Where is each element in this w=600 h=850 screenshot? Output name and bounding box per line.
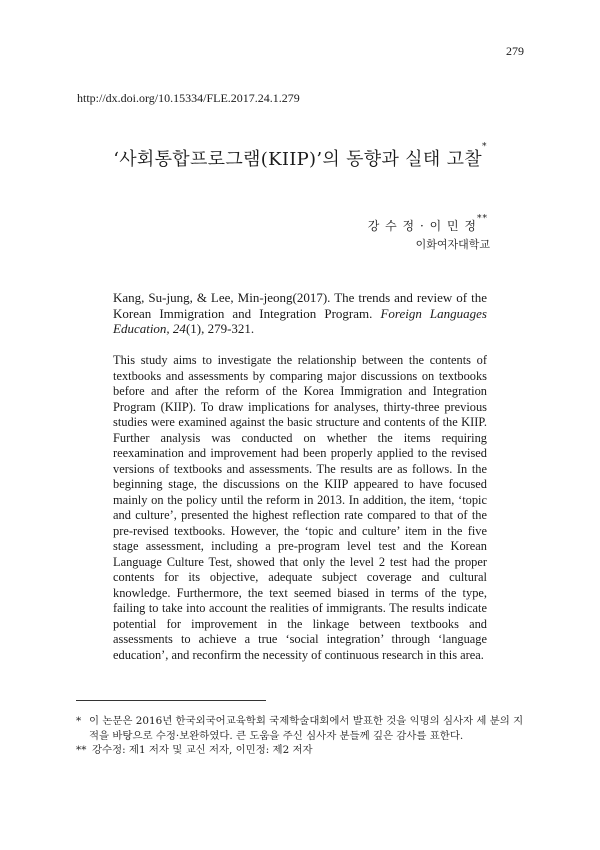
- footnote-mark: *: [76, 715, 82, 727]
- author-names: 강 수 정 · 이 민 정: [367, 219, 477, 233]
- footnote-divider: [76, 700, 266, 701]
- abstract-text: This study aims to investigate the relationship between the contents of textbooks and assessments by comparing major discussions on textbooks before and after the reform of the Korea Immigration and Integration Program (KIIP). To draw implications for analyses, thirty-three previous studies were examined against the basic structure and contents of the KIIP. Further analysis was conducted on whether the items requiring reexamination and improvement had been properly applied to the revised versions of textbooks and assessments. The results are as follows. In the beginning stage, the discussions on the KIIP appeared to have focused mainly on the policy until the reform in 2013. In addition, the item, ‘topic and culture’, presented the highest reflection rate compared to that of the pre-revised textbooks. However, the ‘topic and culture’ item in the five stage assessment, including a pre-program level test and the Korean Language Culture Test, showed that only the level 2 test had the proper contents for its objective, adequate subject coverage and cultural knowledge. Furthermore, the text seemed biased in terms of the type, failing to take into account the realities of immigrants. The results indicate potential for improvement in the linkage between textbooks and assessments to achieve a true ‘social integration’ through ‘language education’, and reconfirm the necessity of continuous research in this area.: [113, 353, 487, 662]
- footnotes: [76, 714, 524, 758]
- footnote-text: 강수정: 제1 저자 및 교신 저자, 이민정: 제2 저자: [92, 744, 313, 756]
- footnote-text: 이 논문은 2016년 한국외국어교육학회 국제학술대회에서 발표한 것을 익명의 심사자 세 분의 지적을 바탕으로 수정·보완하였다. 큰 도움을 주신 심사자 분들께 깊은 감사를 표한다.: [89, 715, 524, 742]
- footnote-item: [76, 743, 524, 758]
- citation-block: [113, 290, 487, 337]
- author-affiliation: 이화여자대학교: [415, 238, 490, 251]
- author-footnote-mark: **: [477, 214, 488, 224]
- author-list: [367, 214, 488, 234]
- title-footnote-mark: *: [481, 142, 487, 152]
- citation-lead: Kang, Su-jung, & Lee, Min-jeong(2017). The trends and review of the Korean Immigration and Integration Program.: [113, 290, 487, 321]
- footnote-item: [76, 714, 524, 743]
- citation-issue-pages: (1), 279-321.: [185, 321, 255, 336]
- page-number: 279: [506, 44, 524, 58]
- paper-title: [0, 142, 600, 171]
- paper-title-text: ‘사회통합프로그램(KIIP)’의 동향과 실태 고찰: [113, 149, 482, 170]
- footnote-mark: **: [76, 744, 87, 756]
- doi-link[interactable]: http://dx.doi.org/10.15334/FLE.2017.24.1.279: [77, 91, 300, 105]
- citation-journal: Foreign Languages Education, 24: [113, 305, 487, 336]
